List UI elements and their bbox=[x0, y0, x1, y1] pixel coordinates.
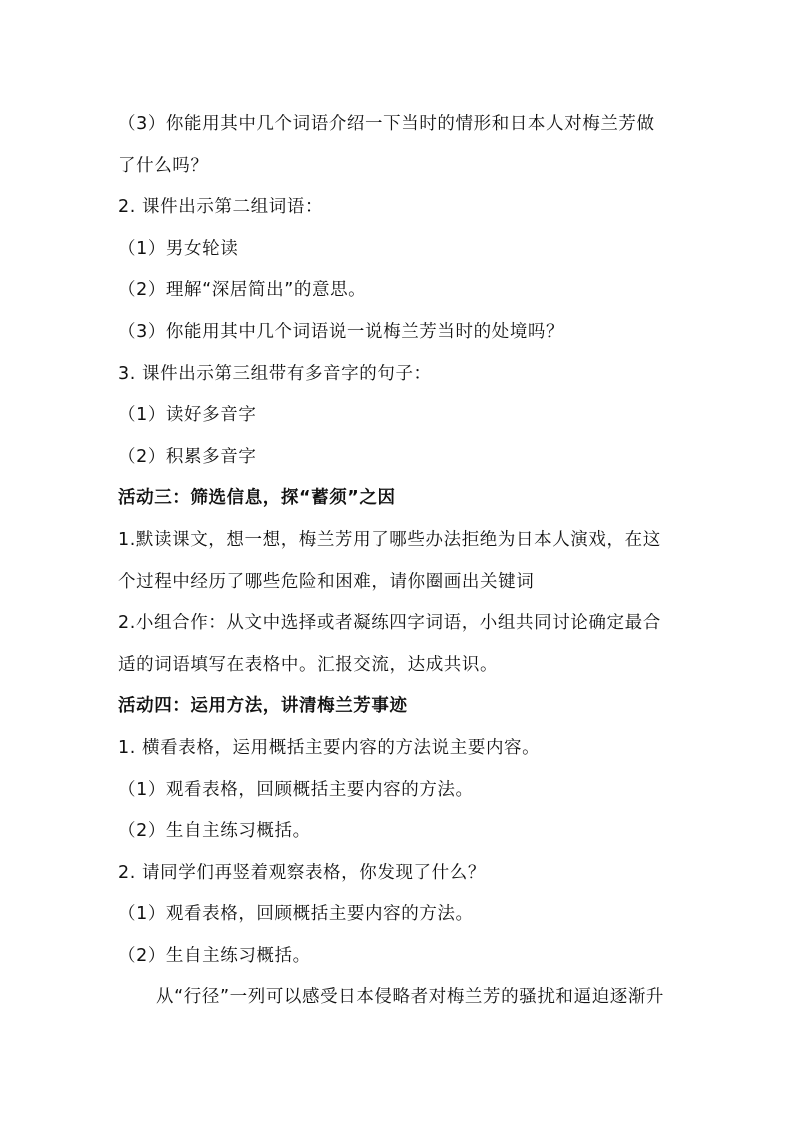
section-heading: 活动三：筛选信息，探“蓄须”之因 bbox=[118, 488, 396, 509]
paragraph-line: 3. 课件出示第三组带有多音字的句子： bbox=[118, 363, 432, 384]
paragraph-line: 了什么吗？ bbox=[118, 155, 209, 176]
section-heading: 活动四：运用方法，讲清梅兰芳事迹 bbox=[118, 696, 408, 717]
document-body bbox=[118, 104, 688, 1019]
paragraph-line: 从“行径”一列可以感受日本侵略者对梅兰芳的骚扰和逼迫逐渐升 bbox=[156, 987, 665, 1008]
paragraph-line: （2）生自主练习概括。 bbox=[118, 821, 311, 842]
paragraph-line: （3）你能用其中几个词语介绍一下当时的情形和日本人对梅兰芳做 bbox=[118, 114, 655, 134]
paragraph-line: 个过程中经历了哪些危险和困难，请你圈画出关键词 bbox=[118, 571, 535, 592]
paragraph-line: 2.小组合作：从文中选择或者凝练四字词语，小组共同讨论确定最合 bbox=[118, 613, 661, 634]
paragraph-line: 2. 请同学们再竖着观察表格，你发现了什么？ bbox=[118, 862, 486, 883]
paragraph-line: （1）观看表格，回顾概括主要内容的方法。 bbox=[118, 779, 474, 800]
paragraph-line: （3）你能用其中几个词语说一说梅兰芳当时的处境吗？ bbox=[118, 321, 565, 342]
paragraph-line: （2）理解“深居简出”的意思。 bbox=[118, 280, 367, 301]
paragraph-line: （1）观看表格，回顾概括主要内容的方法。 bbox=[118, 904, 474, 925]
paragraph-line: 1.默读课文，想一想，梅兰芳用了哪些办法拒绝为日本人演戏，在这 bbox=[118, 529, 661, 550]
paragraph-line: 2. 课件出示第二组词语： bbox=[118, 197, 324, 218]
paragraph-line: （1）读好多音字 bbox=[118, 405, 257, 426]
paragraph-line: 1. 横看表格，运用概括主要内容的方法说主要内容。 bbox=[118, 737, 541, 758]
paragraph-line: 适的词语填写在表格中。汇报交流，达成共识。 bbox=[118, 654, 499, 675]
paragraph-line: （2）生自主练习概括。 bbox=[118, 945, 311, 966]
paragraph-line: （1）男女轮读 bbox=[118, 238, 239, 259]
paragraph-line: （2）积累多音字 bbox=[118, 446, 257, 467]
